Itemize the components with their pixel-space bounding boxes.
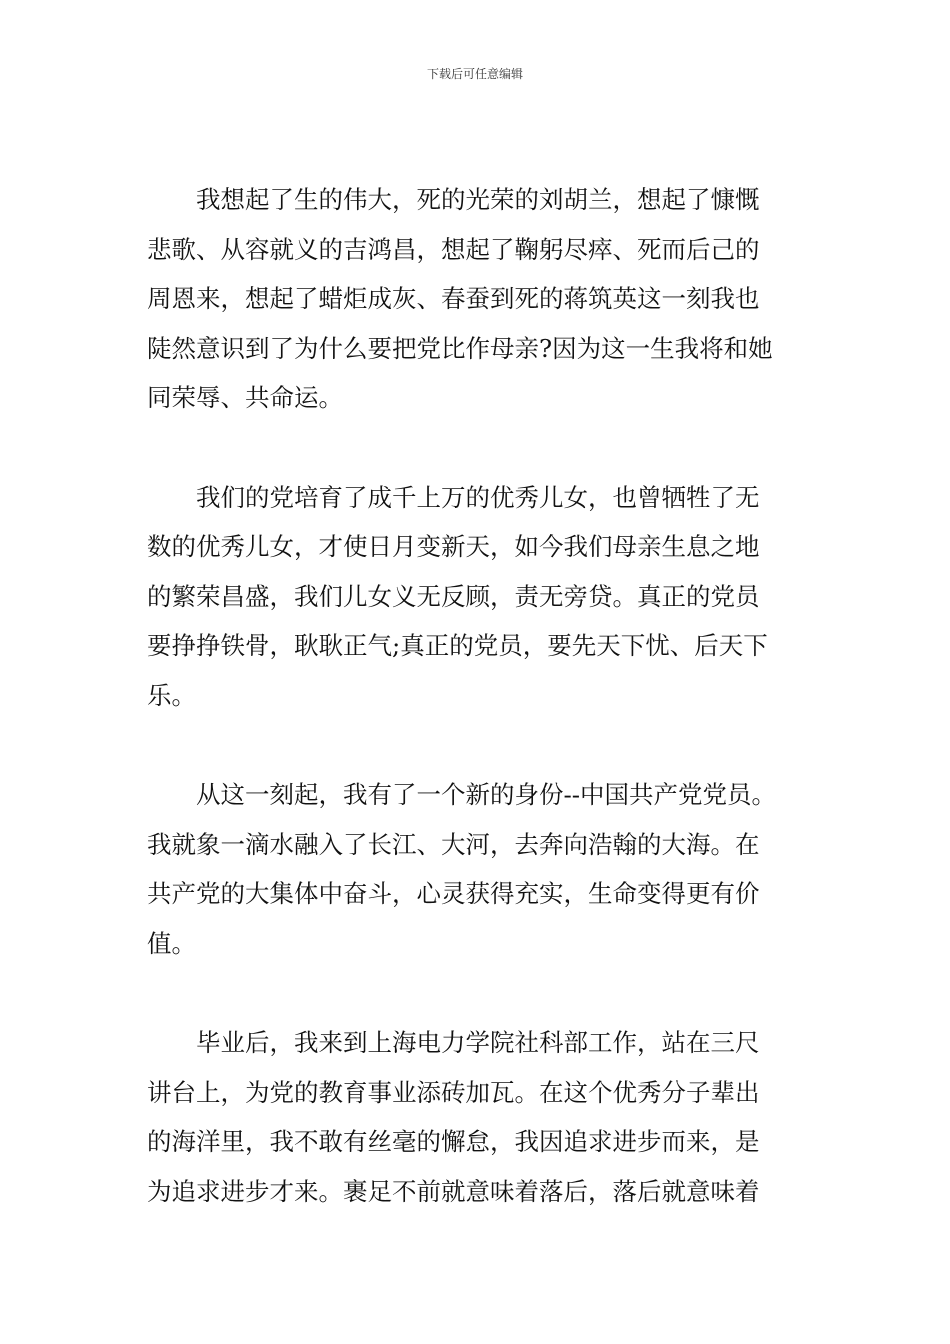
paragraph-1 bbox=[147, 175, 807, 423]
document-body bbox=[147, 175, 807, 1266]
text-line: 乐。 bbox=[147, 680, 196, 710]
text-line: 值。 bbox=[147, 928, 196, 958]
text-line: 共产党的大集体中奋斗，心灵获得充实，生命变得更有价 bbox=[147, 879, 760, 908]
text-line: 我们的党培育了成千上万的优秀儿女，也曾牺牲了无 bbox=[196, 482, 760, 512]
paragraph-3 bbox=[147, 770, 807, 968]
text-line: 的繁荣昌盛，我们儿女义无反顾，责无旁贷。真正的党员 bbox=[147, 581, 760, 611]
page-header: 下载后可任意编辑 bbox=[426, 67, 523, 81]
text-line: 我就象一滴水融入了长江、大河，去奔向浩翰的大海。在 bbox=[147, 829, 760, 859]
text-line: 讲台上，为党的教育事业添砖加瓦。在这个优秀分子辈出 bbox=[147, 1077, 760, 1107]
text-line: 周恩来，想起了蜡炬成灰、春蚕到死的蒋筑英这一刻我也 bbox=[147, 284, 760, 313]
text-line: 为追求进步才来。裹足不前就意味着落后，落后就意味着 bbox=[147, 1176, 760, 1206]
text-line: 悲歌、从容就义的吉鸿昌，想起了鞠躬尽瘁、死而后己的 bbox=[147, 234, 760, 264]
text-line: 要挣挣铁骨，耿耿正气;真正的党员，要先天下忧、后天下 bbox=[147, 631, 768, 660]
text-line: 从这一刻起，我有了一个新的身份--中国共产党党员。 bbox=[196, 780, 777, 809]
text-line: 的海洋里，我不敢有丝毫的懈怠，我因追求进步而来，是 bbox=[147, 1127, 760, 1156]
paragraph-4 bbox=[147, 1018, 807, 1216]
text-line: 陡然意识到了为什么要把党比作母亲?因为这一生我将和她 bbox=[147, 333, 773, 363]
text-line: 毕业后，我来到上海电力学院社科部工作，站在三尺 bbox=[196, 1028, 760, 1057]
text-line: 我想起了生的伟大，死的光荣的刘胡兰，想起了慷慨 bbox=[196, 185, 760, 214]
text-line: 数的优秀儿女，才使日月变新天，如今我们母亲生息之地 bbox=[147, 532, 760, 561]
text-line: 同荣辱、共命运。 bbox=[147, 383, 343, 412]
paragraph-2 bbox=[147, 473, 807, 721]
